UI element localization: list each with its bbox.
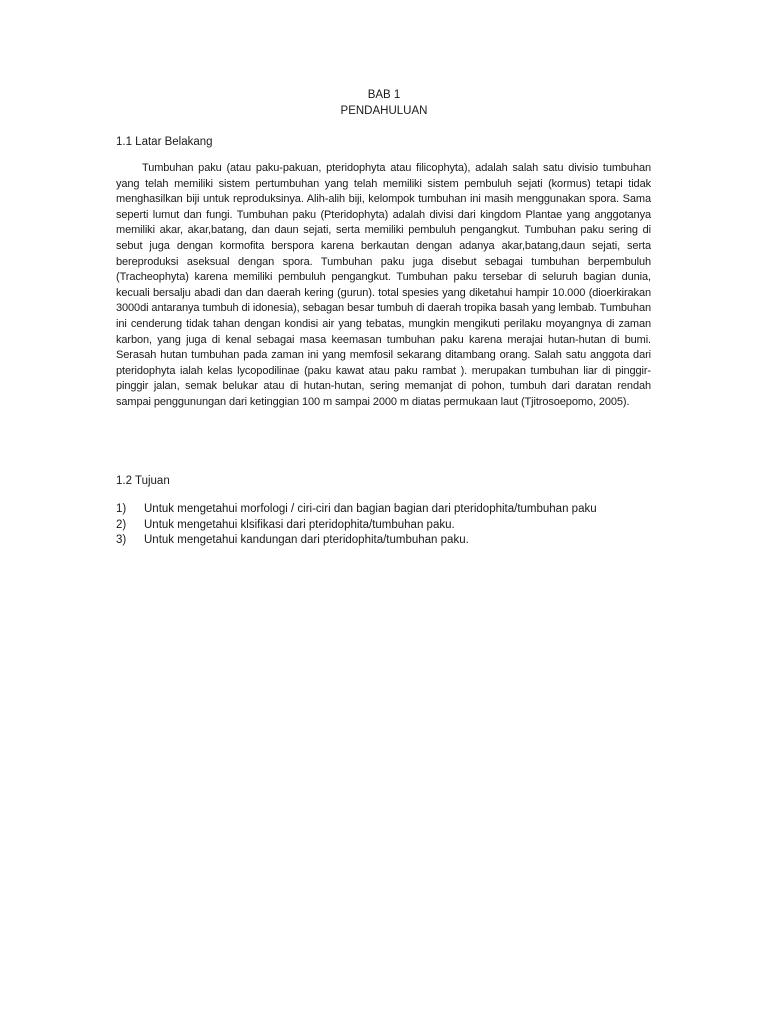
background-paragraph: Tumbuhan paku (atau paku-pakuan, pteridophyta atau filicophyta), adalah salah satu divisio tumbuhan yang telah memiliki sistem pertumbuhan yang telah memiliki sistem pembuluh sejati (kormus) tetapi tidak menghasilkan biji untuk reproduksinya. Alih-alih biji, kelompok tumbuhan ini masih menggunakan spora. Sama seperti lumut dan fungi. Tumbuhan paku (Pteridophyta) adalah divisi dari kingdom Plantae yang anggotanya memiliki akar, akar,batang, dan daun sejati, serta memiliki pembuluh pengangkut. Tumbuhan paku sering di sebut juga dengan kormofita berspora karena berkautan dengan adanya akar,batang,daun sejati, serta bereproduksi aseksual dengan spora. Tumbuhan paku juga disebut sebagai tumbuhan berpembuluh (Tracheophyta) karena memiliki pembuluh pengangkut. Tumbuhan paku tersebar di seluruh bagian dunia, kecuali bersalju abadi dan dan daerah kering (gurun). total spesies yang diketahui hampir 10.000 (dioerkirakan 3000di antaranya tumbuh di idonesia), sebagan besar tumbuh di daerah tropika basah yang lembab. Tumbuhan ini cenderung tidak tahan dengan kondisi air yang tebatas, mungkin mengikuti perilaku moyangnya di zaman karbon, yang juga di kenal sebagai masa keemasan tumbuhan paku karena merajai hutan-hutan di bumi. Serasah hutan tumbuhan pada zaman ini yang memfosil sekarang ditambang orang. Salah satu anggota dari pteridophyta ialah kelas lycopodilinae (paku kawat atau paku rambat ). merupakan tumbuhan liar di pinggir-pinggir jalan, semak belukar atau di hutan-hutan, sering memanjat di pohon, tumbuh dari daratan rendah sampai penggunungan dari ketinggian 100 m sampai 2000 m diatas permukaan laut (Tjitrosoepomo, 2005). [116, 162, 651, 408]
section-heading-latar-belakang: 1.1 Latar Belakang [116, 136, 213, 148]
list-item [116, 502, 651, 518]
chapter-number: BAB 1 [367, 89, 401, 101]
list-item [116, 533, 651, 549]
list-item [116, 518, 651, 534]
list-item-text: Untuk mengetahui kandungan dari pteridophita/tumbuhan paku. [144, 534, 469, 546]
chapter-title: PENDAHULUAN [340, 105, 428, 117]
section-heading-tujuan: 1.2 Tujuan [116, 475, 170, 487]
list-item-text: Untuk mengetahui klsifikasi dari pteridophita/tumbuhan paku. [144, 518, 455, 531]
goal-list [116, 502, 651, 549]
list-item-number: 3) [116, 534, 127, 546]
list-item-text: Untuk mengetahui morfologi / ciri-ciri dan bagian bagian dari pteridophita/tumbuhan paku [144, 503, 597, 515]
list-item-number: 2) [116, 518, 127, 531]
list-item-number: 1) [116, 503, 127, 515]
